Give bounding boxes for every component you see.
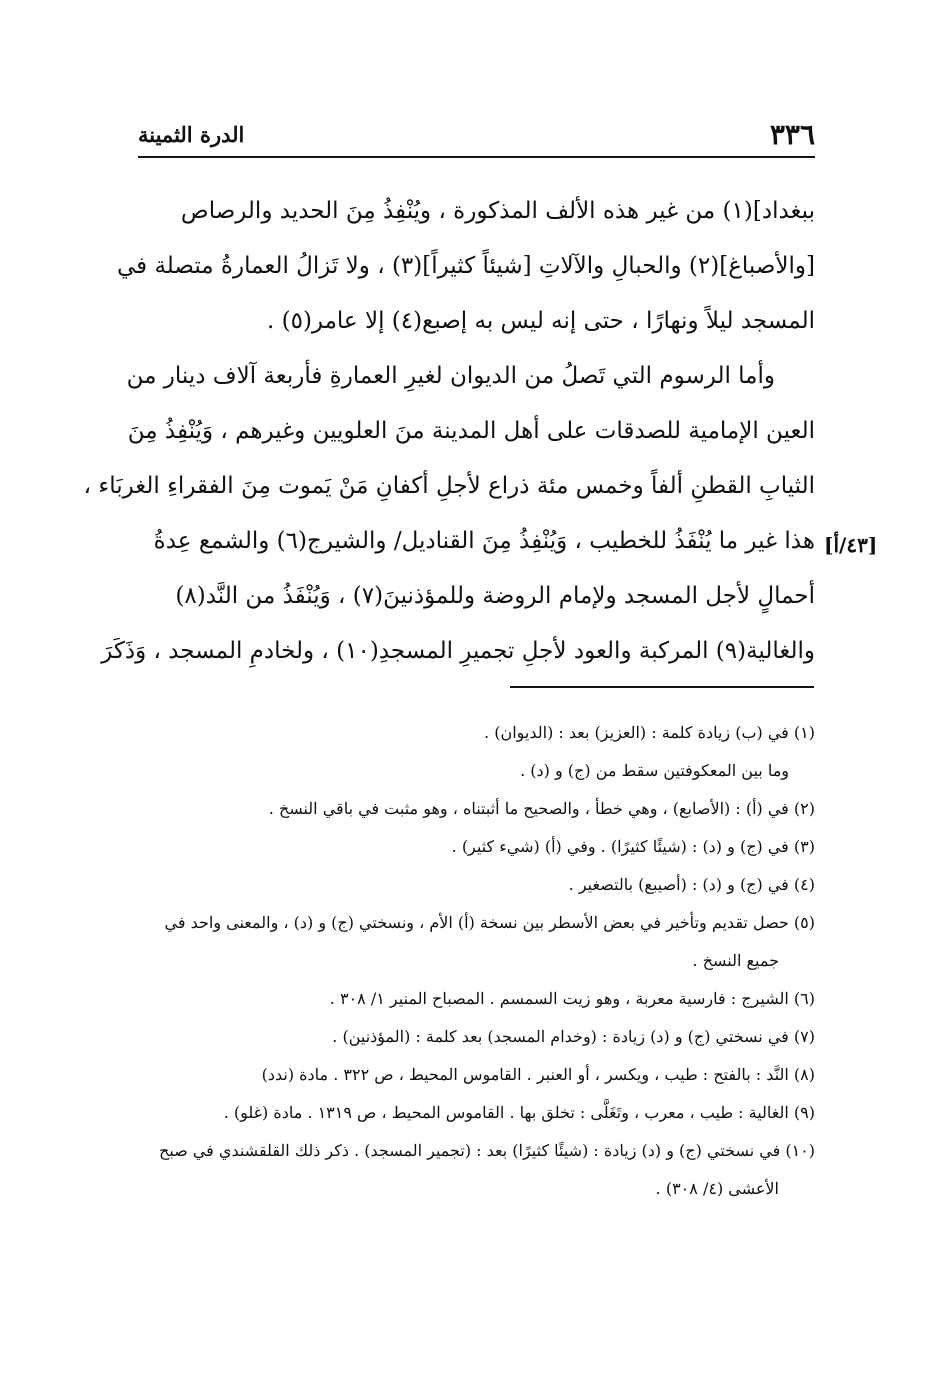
main-text-line: هذا غير ما يُنْفَذُ للخطيب ، وَيُنْفِذُ مِنَ القناديل/ والشيرج(٦) والشمع عِدةُ — [153, 528, 815, 554]
footnote: (٢) في (أ) : (الأصابع) ، وهي خطأ ، والصحيح ما أثبتناه ، وهو مثبت في باقي النسخ . — [268, 799, 815, 818]
footnote-continuation: وما بين المعكوفتين سقط من (ج) و (د) . — [520, 761, 789, 780]
footnote-continuation: الأعشى (٤/ ٣٠٨) . — [655, 1179, 779, 1198]
footnote: (١) في (ب) زيادة كلمة : (العزيز) بعد : (الديوان) . — [484, 723, 815, 742]
footnote: (٩) الغالية : طيب ، معرب ، وتَغَلَّى : تخلق بها . القاموس المحيط ، ص ١٣١٩ . مادة (غلو) . — [223, 1103, 815, 1122]
main-text-line: الثيابِ القطنِ ألفاً وخمس مئة ذراع لأجلِ أكفانِ مَنْ يَموت مِنَ الفقراءِ الغربَاء ، — [83, 473, 815, 499]
header-rule — [138, 156, 815, 158]
main-text-line: والغالية(٩) المركبة والعود لأجلِ تجميرِ المسجدِ(١٠) ، ولخادمِ المسجد ، وَذَكَرَ — [101, 638, 815, 664]
footnote-continuation: جميع النسخ . — [692, 951, 779, 970]
margin-folio-note: [٤٣/أ] — [824, 533, 878, 557]
main-text-line: [والأصباغ](٢) والحبالِ والآلاتِ [شيئاً كثيراً](٣) ، ولا تَزالُ العمارةُ متصلة في — [116, 253, 815, 279]
footnote: (٣) في (ج) و (د) : (شيئًا كثيرًا) . وفي (أ) (شيء كثير) . — [451, 837, 815, 856]
main-text — [83, 184, 815, 679]
main-text-line: وأما الرسوم التي تَصلُ من الديوان لغيرِ العمارةِ فأربعة آلاف دينار من — [126, 363, 775, 389]
footnotes — [138, 714, 815, 1208]
main-text-line: ببغداد](١) من غير هذه الألف المذكورة ، ويُنْفِذُ مِنَ الحديد والرصاص — [180, 198, 815, 224]
footnote: (٤) في (ج) و (د) : (أصيبع) بالتصغير . — [568, 875, 815, 894]
footnote: (٥) حصل تقديم وتأخير في بعض الأسطر بين نسخة (أ) الأم ، ونسختي (ج) و (د) ، والمعنى واحد في — [164, 913, 815, 932]
page-number: ٣٣٦ — [769, 118, 815, 151]
footnote: (٦) الشيرج : فارسية معربة ، وهو زيت السمسم . المصباح المنير ١/ ٣٠٨ . — [329, 989, 815, 1008]
running-title: الدرة الثمينة — [138, 122, 245, 147]
main-text-line: أحمالٍ لأجل المسجد ولإمام الروضة وللمؤذنينَ(٧) ، وَيُنْفَذُ من النَّد(٨) — [175, 583, 815, 609]
footnote-separator — [510, 686, 814, 688]
footnote: (٨) النَّد : بالفتح : طيب ، ويكسر ، أو العنبر . القاموس المحيط ، ص ٣٢٢ . مادة (ندد) — [261, 1065, 815, 1084]
footnote: (١٠) في نسختي (ج) و (د) زيادة : (شيئًا كثيرًا) بعد : (تجمير المسجد) . ذكر ذلك القلقشندي في صبح — [159, 1141, 815, 1160]
main-text-line: العين الإمامية للصدقات على أهل المدينة منَ العلويين وغيرهم ، وَيُنْفِذُ مِنَ — [127, 418, 815, 444]
footnote: (٧) في نسختي (ج) و (د) زيادة : (وخدام المسجد) بعد كلمة : (المؤذنين) . — [332, 1027, 815, 1046]
page-header — [138, 118, 815, 154]
main-text-line: المسجد ليلاً ونهارًا ، حتى إنه ليس به إصبع(٤) إلا عامر(٥) . — [266, 308, 815, 334]
